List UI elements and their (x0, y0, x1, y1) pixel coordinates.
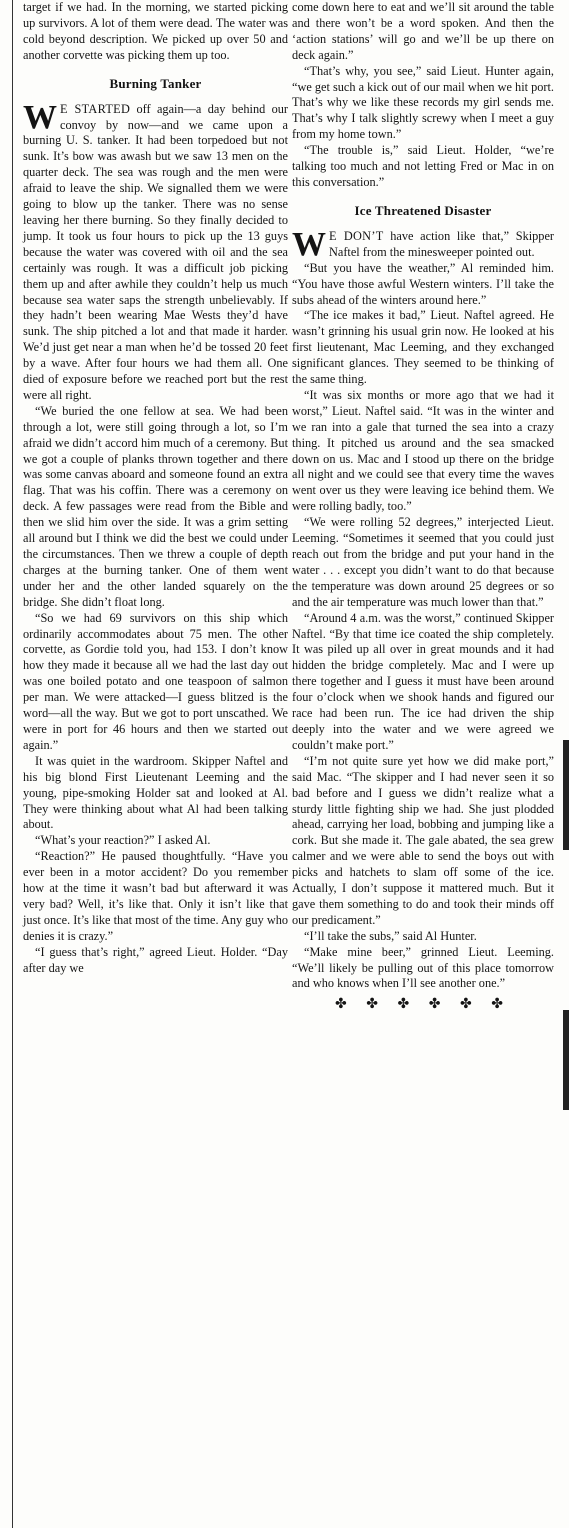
paragraph: “It was six months or more ago that we had it worst,” Lieut. Naftel said. “It was in the winter and we ran into a gale that turned the sea into a crazy thing. It pitched us around and the sea smacked down on us. Mac and I stood up there on the bridge all night and we could see that every time the waves went over us they were leaving ice behind them. We were rolling badly, too.” (292, 387, 554, 514)
paragraph: “But you have the weather,” Al reminded him. “You have those awful Western winters. I’ll take the subs ahead of the winters around here.” (292, 260, 554, 307)
paragraph: “We were rolling 52 degrees,” interjected Lieut. Leeming. “Sometimes it seemed that you could just reach out from the bridge and put your hand in the water . . . except you didn’t want to do that because the temperature was down around 25 degrees or so and the air temperature was much lower than that.” (292, 515, 554, 609)
paragraph: “I’ll take the subs,” said Al Hunter. (304, 928, 477, 943)
paragraph-with-dropcap (292, 225, 554, 263)
paragraph: target if we had. In the morning, we started picking up survivors. A lot of them were dead. The water was cold beyond description. We picked up over 50 and another corvette was picking them up too. (23, 0, 288, 62)
lead-in-caps: E DON’T (329, 228, 384, 243)
right-column (292, 0, 554, 1528)
paragraph: “Around 4 a.m. was the worst,” continued Skipper Naftel. “By that time ice coated the ship completely. It was piled up all over in great mounds and it had hidden the bridge completely. Mac and I were up there together and I guess it must have been around four o’clock when we shook hands and figured our race had been run. The ice had driven the ship deeply into the water and we were agreed we couldn’t make port.” (292, 610, 554, 752)
paragraph: “Make mine beer,” grinned Lieut. Leeming. “We’ll likely be pulling out of this place tomorrow and who knows when I’ll see another one.” (292, 944, 554, 991)
paragraph: “I’m not quite sure yet how we did make port,” said Mac. “The skipper and I had never seen it so bad before and I guess we didn’t realize what a sturdy little fighting ship we had. She just plodded ahead, carrying her load, bobbing and jumping like a cork. But she made it. The gale abated, the sea grew calmer and we were able to send the boys out with picks and hatchets to slam off some of the ice. Actually, I don’t suppose it mattered much. But it gave them something to do and took their minds off our predicament.” (292, 753, 554, 927)
paragraph: “What’s your reaction?” I asked Al. (35, 833, 211, 848)
paragraph-text: have action like that,” Skipper Naftel from the minesweeper pointed out. (329, 228, 554, 259)
paragraph: It was quiet in the wardroom. Skipper Naftel and his big blond First Lieutenant Leeming and the young, pipe-smoking Holder sat and looked at Al. They were thinking about what Al had been talking about. (23, 753, 288, 832)
paragraph: “The ice makes it bad,” Lieut. Naftel agreed. He wasn’t grinning his usual grin now. He looked at his first lieutenant, Mac Leeming, and they exchanged significant glances. They seemed to be thinking of the same thing. (292, 308, 554, 387)
section-heading-ice-threatened-disaster: Ice Threatened Disaster (354, 202, 492, 218)
paragraph-text: off again—a day behind our convoy by now—and we came upon a burning U. S. tanker. It had been torpedoed but not sunk. It’s bow was awash but we saw 13 men on the quarter deck. The sea was rough and the men were afraid to leave the ship. We signalled them we were going to blow up the tanker. There was no sense leaving her there burning. So they finally decided to jump. It took us four hours to pick up the 13 guys because the water was covered with oil and the sea certainly was rough. It was a difficult job picking them up and after awhile they couldn’t help us much because sea water saps the strength unbelievably. If they hadn’t been wearing Mae Wests they’d have sunk. The ship pitched a lot and that made it harder. We’d just get near a man when he’d be tossed 20 feet by a wave. After four hours we had them all. One died of exposure before we reached port but the rest were all right. (23, 101, 288, 402)
paragraph: “Reaction?” He paused thoughtfully. “Have you ever been in a motor accident? Do you remember how at the time it wasn’t bad but afterward it was very bad? Well, it’s like that. Only it isn’t like that just once. It’s like that most of the time. Any guy who denies it is crazy.” (23, 849, 288, 943)
paragraph: “So we had 69 survivors on this ship which ordinarily accommodates about 75 men. The other corvette, as Gordie told you, had 153. I don’t know how they made it because all we had the last day out was one boiled potato and one teaspoon of salmon per man. We were attacked—I guess blitzed is the word—all the way. But we got to port unscathed. We were in port for 46 hours and then we started out again.” (23, 610, 288, 752)
left-column (12, 0, 288, 1528)
section-heading-burning-tanker: Burning Tanker (109, 75, 202, 91)
paragraph: “That’s why, you see,” said Lieut. Hunter again, “we get such a kick out of our mail when we hit port. That’s why we like these records my girl sends me. That’s why I talk slightly screwy when I meet a guy from my home town.” (292, 63, 554, 142)
end-ornament: ✤ ✤ ✤ ✤ ✤ ✤ (335, 997, 511, 1013)
page-edge-bar (563, 740, 569, 850)
paragraph: come down here to eat and we’ll sit around the table and there won’t be a word spoken. And then the ‘action stations’ will go and we’ll be up there on deck again.” (292, 0, 554, 62)
page-edge-bar (563, 1010, 569, 1110)
paragraph: “I guess that’s right,” agreed Lieut. Holder. “Day after day we (23, 944, 288, 975)
lead-in-caps: E STARTED (60, 101, 131, 116)
drop-cap: W (292, 225, 326, 263)
paragraph-with-dropcap (23, 98, 288, 404)
paragraph: “We buried the one fellow at sea. We had been through a lot, were still going through a lot, so I’m afraid we didn’t accord him much of a ceremony. But we got a couple of planks thrown together and there was some canvas aboard and someone found an extra flag. That was his coffin. There was a ceremony on deck. A few passages were read from the Bible and then we slid him over the side. It was a grim setting all around but I think we did the best we could under the circumstances. Then we threw a couple of depth charges at the burning tanker. One of them went under her and the other landed squarely on the bridge. She didn’t float long. (23, 403, 288, 609)
paragraph: “The trouble is,” said Lieut. Holder, “we’re talking too much and not letting Fred or Mac in on this conversation.” (292, 143, 554, 189)
drop-cap: W (23, 98, 57, 136)
